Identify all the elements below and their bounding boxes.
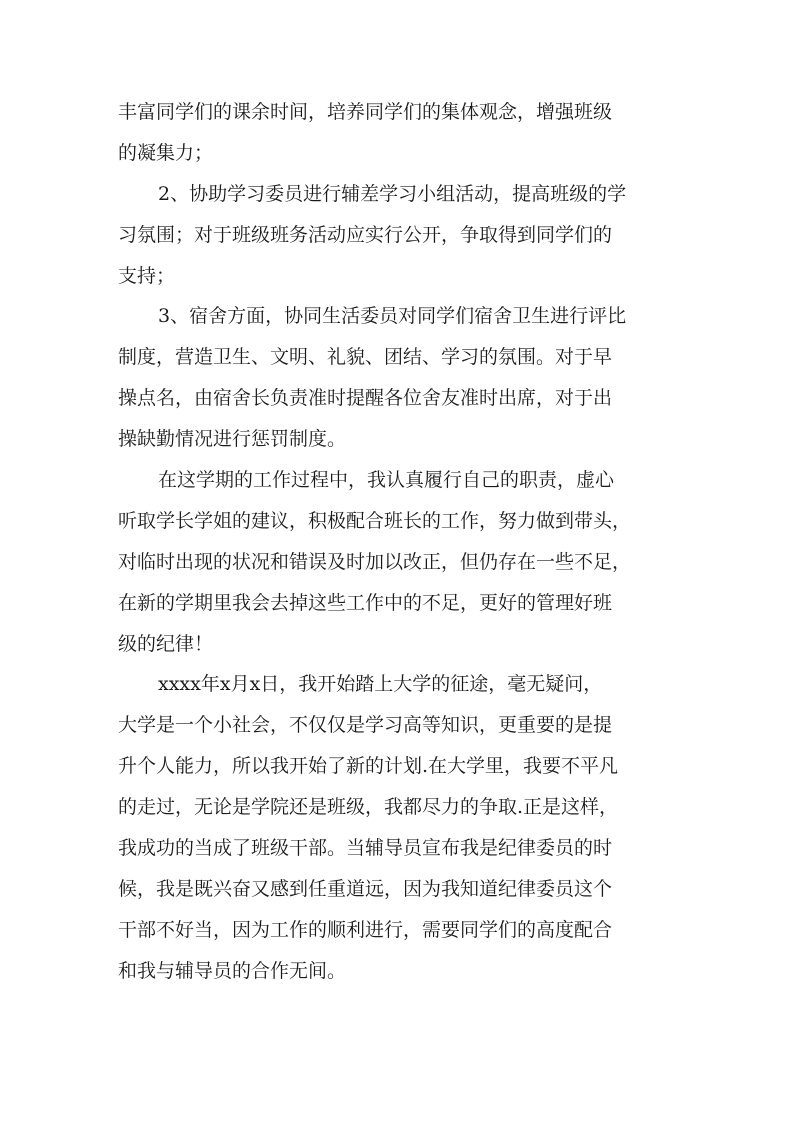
text-line: xxxx年x月x日，我开始踏上大学的征途，毫无疑问，: [158, 673, 603, 696]
paragraph-2: [118, 174, 678, 297]
text-line: 在新的学期里我会去掉这些工作中的不足，更好的管理好班: [118, 591, 613, 614]
text-line: 听取学长学姐的建议，积极配合班长的工作，努力做到带头，: [118, 509, 632, 532]
text-line: 升个人能力，所以我开始了新的计划.在大学里，我要不平凡: [118, 755, 619, 778]
text-line: 对临时出现的状况和错误及时加以改正，但仍存在一些不足，: [118, 550, 632, 573]
text-line: 大学是一个小社会，不仅仅是学习高等知识，更重要的是提: [118, 714, 613, 737]
text-line: 支持；: [118, 264, 176, 287]
text-line: 候，我是既兴奋又感到任重道远，因为我知道纪律委员这个: [118, 877, 613, 900]
text-line: 在这学期的工作过程中，我认真履行自己的职责，虚心: [158, 469, 615, 492]
text-line: 2、协助学习委员进行辅差学习小组活动，提高班级的学: [158, 182, 627, 205]
text-line: 的走过，无论是学院还是班级，我都尽力的争取.正是这样，: [118, 796, 619, 819]
text-line: 我成功的当成了班级干部。当辅导员宣布我是纪律委员的时: [118, 837, 613, 860]
text-line: 制度，营造卫生、文明、礼貌、团结、学习的氛围。对于早: [118, 346, 613, 369]
paragraph-3: [118, 296, 678, 460]
document-body: [118, 92, 678, 992]
text-line: 的凝集力；: [118, 141, 214, 164]
text-line: 习氛围；对于班级班务活动应实行公开，争取得到同学们的: [118, 223, 613, 246]
text-line: 和我与辅导员的合作无间。: [118, 959, 347, 982]
text-line: 3、宿舍方面，协同生活委员对同学们宿舍卫生进行评比: [158, 305, 627, 328]
paragraph-4: [118, 460, 678, 664]
text-line: 干部不好当，因为工作的顺利进行，需要同学们的高度配合: [118, 918, 613, 941]
text-line: 级的纪律！: [118, 632, 214, 655]
paragraph-1: [118, 92, 678, 174]
text-line: 操点名，由宿舍长负责准时提醒各位舍友准时出席，对于出: [118, 387, 613, 410]
text-line: 操缺勤情况进行惩罚制度。: [118, 428, 347, 451]
text-line: 丰富同学们的课余时间，培养同学们的集体观念，增强班级: [118, 101, 613, 123]
paragraph-5: [118, 664, 678, 991]
